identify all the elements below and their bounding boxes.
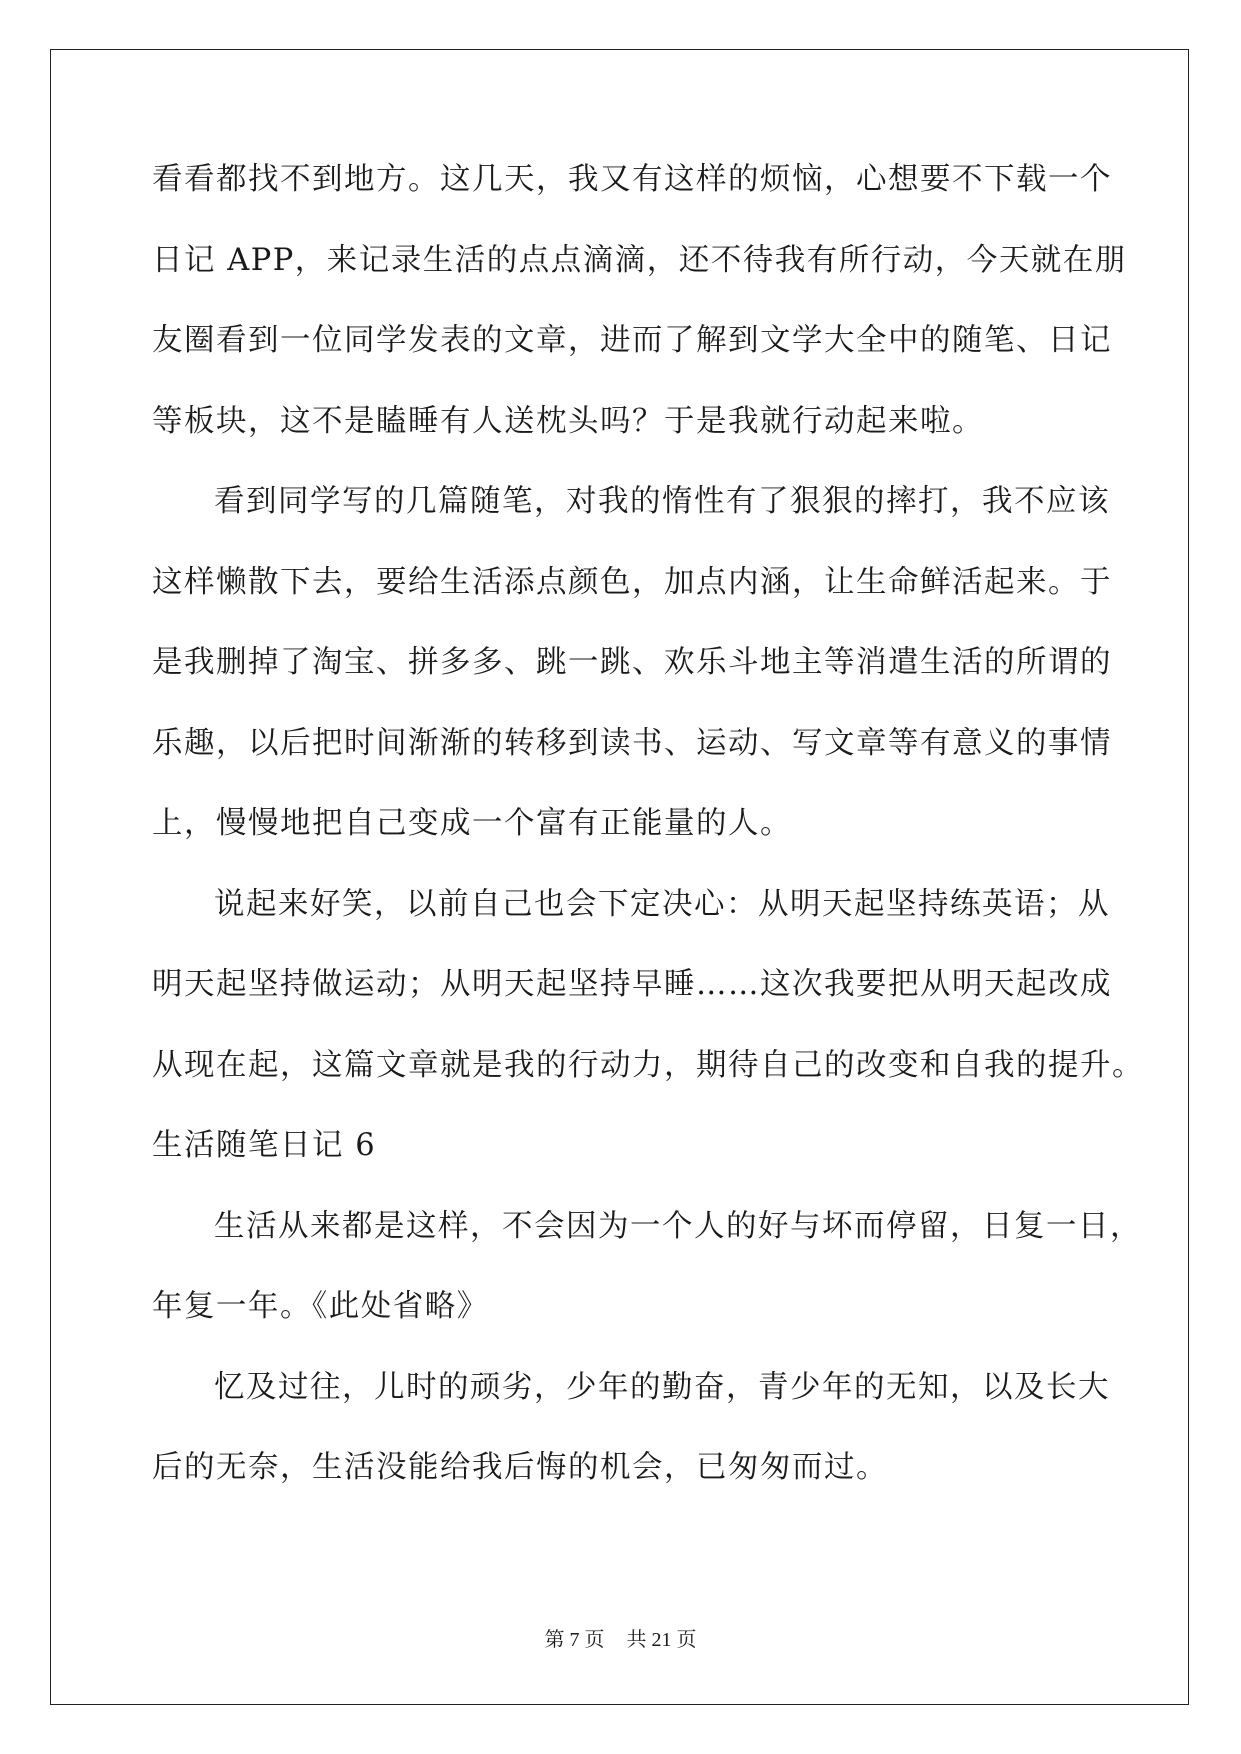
text-line: 是我删掉了淘宝、拼多多、跳一跳、欢乐斗地主等消遣生活的所谓的 (152, 645, 1112, 680)
text-line: 日记 APP，来记录生活的点点滴滴，还不待我有所行动，今天就在朋 (152, 242, 1127, 278)
text-line: 等板块，这不是瞌睡有人送枕头吗？于是我就行动起来啦。 (152, 403, 984, 439)
text-line: 从现在起，这篇文章就是我的行动力，期待自己的改变和自我的提升。 (152, 1047, 1144, 1083)
page-number: 第 7 页 (544, 1629, 605, 1651)
paragraph-start-line: 说起来好笑，以前自己也会下定决心：从明天起坚持练英语；从 (214, 886, 1110, 922)
text-line: 看看都找不到地方。这几天，我又有这样的烦恼，心想要不下载一个 (152, 162, 1112, 197)
section-heading: 生活随笔日记 6 (152, 1128, 377, 1163)
text-line: 友圈看到一位同学发表的文章，进而了解到文学大全中的随笔、日记 (152, 323, 1112, 358)
text-line: 年复一年。《此处省略》 (152, 1289, 489, 1324)
paragraph-start-line: 生活从来都是这样，不会因为一个人的好与坏而停留，日复一日， (214, 1208, 1142, 1244)
page-total: 共 21 页 (626, 1629, 697, 1651)
text-line: 上，慢慢地把自己变成一个富有正能量的人。 (152, 806, 792, 841)
document-body (152, 160, 1144, 1529)
paragraph-start-line: 看到同学写的几篇随笔，对我的惰性有了狠狠的摔打，我不应该 (214, 484, 1110, 519)
text-line: 乐趣，以后把时间渐渐的转移到读书、运动、写文章等有意义的事情 (152, 725, 1112, 761)
text-line: 后的无奈，生活没能给我后悔的机会，已匆匆而过。 (152, 1450, 888, 1485)
text-line: 明天起坚持做运动；从明天起坚持早睡……这次我要把从明天起改成 (152, 967, 1112, 1002)
paragraph-start-line: 忆及过往，儿时的顽劣，少年的勤奋，青少年的无知，以及长大 (214, 1369, 1110, 1405)
page-footer (0, 1628, 1241, 1652)
text-line: 这样懒散下去，要给生活添点颜色，加点内涵，让生命鲜活起来。于 (152, 564, 1112, 600)
